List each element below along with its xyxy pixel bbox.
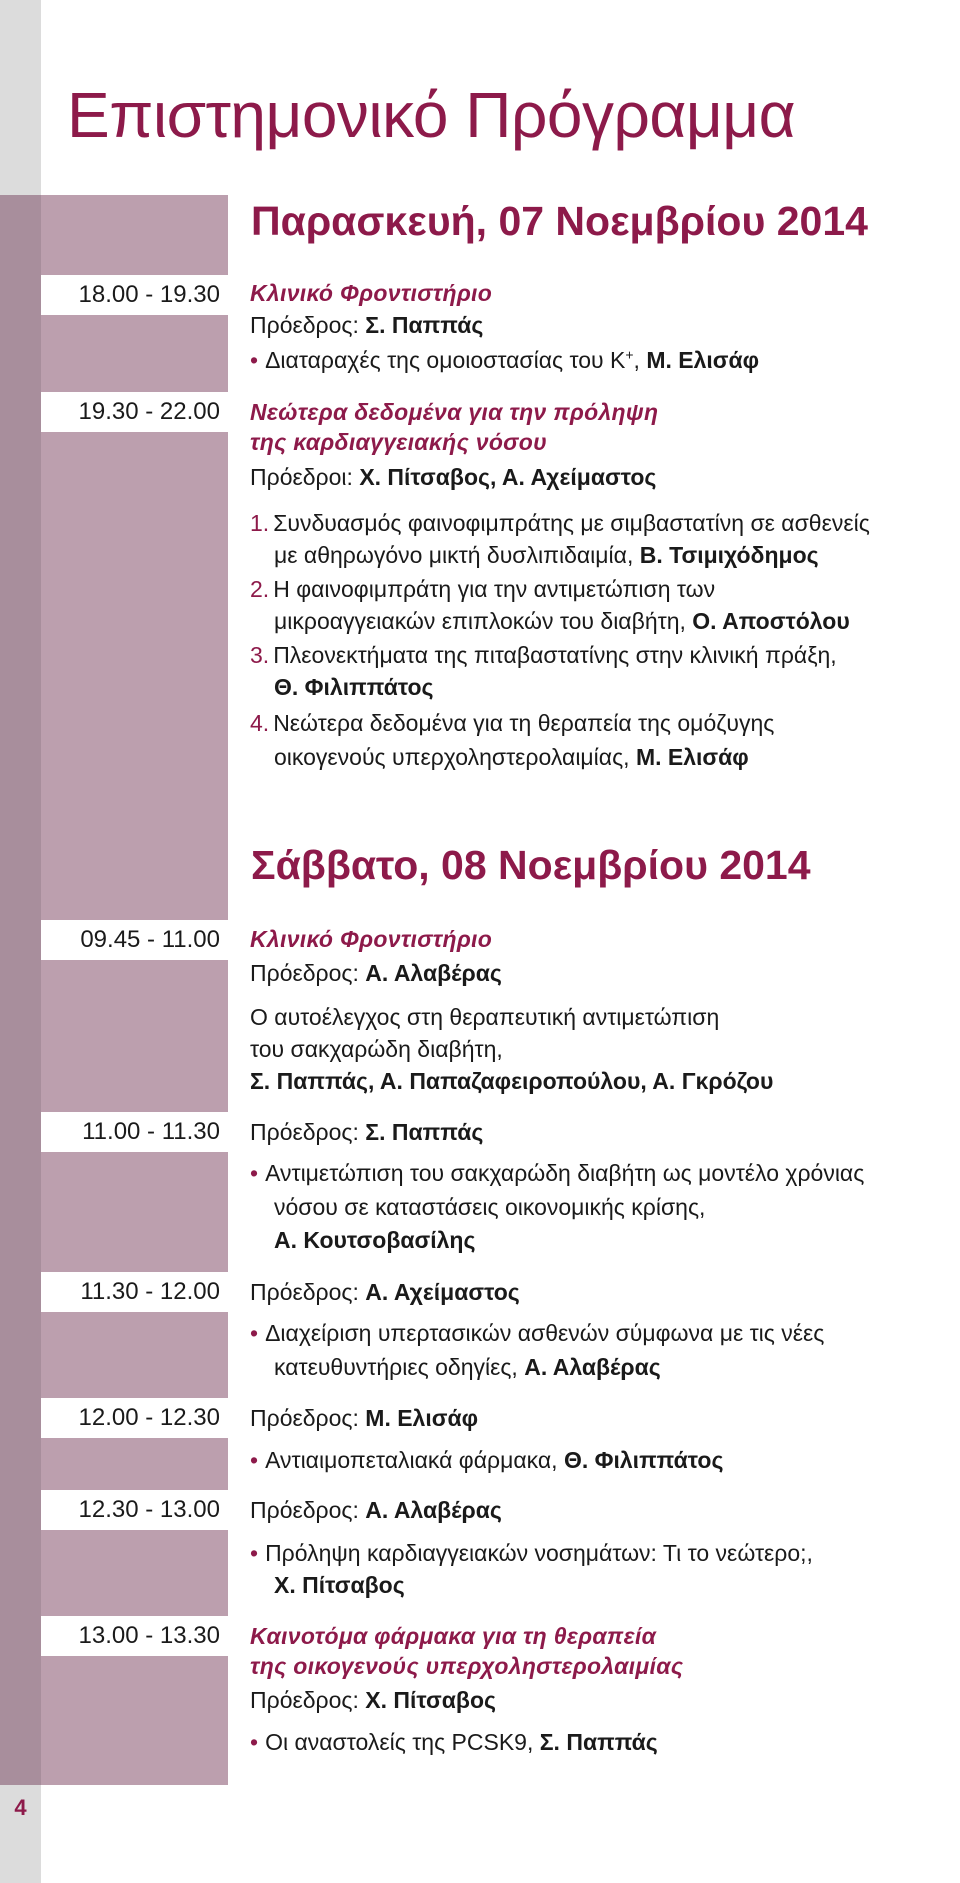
chair-line xyxy=(250,1277,520,1307)
bullet-icon: • xyxy=(250,1447,259,1473)
talk-item-cont xyxy=(274,606,850,636)
session-title: Νεώτερα δεδομένα για την πρόληψη xyxy=(250,399,659,425)
page-title: Επιστημονικό Πρόγραμμα xyxy=(67,79,796,151)
chair-label: Πρόεδρος: xyxy=(250,1279,366,1305)
chair-line xyxy=(250,310,483,340)
item-number: 1. xyxy=(250,510,270,536)
talk-speaker: Α. Κουτσοβασίλης xyxy=(274,1227,476,1253)
chair-line xyxy=(250,1117,483,1147)
talk-speaker: Σ. Παππάς, Α. Παπαζαφειροπούλου, Α. Γκρόζου xyxy=(250,1068,774,1094)
talk-item xyxy=(250,345,759,375)
item-number: 4. xyxy=(250,710,270,736)
talk-item xyxy=(250,508,870,538)
chair-label: Πρόεδρος: xyxy=(250,312,366,338)
chair-line xyxy=(250,462,656,492)
chair-line xyxy=(250,1685,496,1715)
talk-item xyxy=(250,1727,658,1757)
talk-speaker: Σ. Παππάς xyxy=(539,1729,658,1755)
talk-speaker: Θ. Φιλιππάτος xyxy=(274,674,434,700)
talk-speaker: Μ. Ελισάφ xyxy=(646,347,760,373)
talk-title: Οι αναστολείς της PCSK9, xyxy=(265,1729,540,1755)
talk-item-cont xyxy=(274,1352,661,1382)
talk-speaker: Θ. Φιλιππάτος xyxy=(563,1447,724,1473)
talk-title: Πρόληψη καρδιαγγειακών νοσημάτων: Τι το νεώτερο;, xyxy=(265,1540,813,1566)
talk-item xyxy=(250,1538,813,1568)
page-number: 4 xyxy=(14,1795,27,1820)
talk-title: Διαταραχές της ομοιοστασίας του Κ xyxy=(265,347,626,373)
talk-item xyxy=(250,1445,723,1475)
talk-title: Αντιμετώπιση του σακχαρώδη διαβήτη ως μοντέλο χρόνιας xyxy=(265,1160,865,1186)
chair-name: Μ. Ελισάφ xyxy=(365,1405,479,1431)
separator: , xyxy=(633,347,647,373)
talk-title: με αθηρωγόνο μικτή δυσλιπιδαιμία, xyxy=(274,542,640,568)
bullet-icon: • xyxy=(250,1320,259,1346)
talk-item-cont xyxy=(274,540,819,570)
session-title: Κλινικό Φροντιστήριο xyxy=(250,280,493,306)
bullet-icon: • xyxy=(250,1540,259,1566)
chair-label: Πρόεδρος: xyxy=(250,1119,366,1145)
time-slot: 18.00 - 19.30 xyxy=(41,275,228,315)
chair-label: Πρόεδρος: xyxy=(250,1687,366,1713)
chair-line xyxy=(250,958,502,988)
session-title: Κλινικό Φροντιστήριο xyxy=(250,926,493,952)
bullet-icon: • xyxy=(250,1160,259,1186)
talk-speaker: Ο. Αποστόλου xyxy=(692,608,850,634)
time-slot: 12.00 - 12.30 xyxy=(41,1398,228,1438)
left-color-band xyxy=(0,195,41,1785)
session-title: της καρδιαγγειακής νόσου xyxy=(250,429,547,455)
heading-block-day1 xyxy=(41,195,228,280)
chair-name: Χ. Πίτσαβος, Α. Αχείμαστος xyxy=(359,464,657,490)
time-slot: 12.30 - 13.00 xyxy=(41,1490,228,1530)
chair-label: Πρόεδρος: xyxy=(250,960,366,986)
talk-title: Νεώτερα δεδομένα για τη θεραπεία της ομόζυγης xyxy=(273,710,775,736)
talk-item xyxy=(250,640,837,670)
item-number: 2. xyxy=(250,576,270,602)
talk-title: μικροαγγειακών επιπλοκών του διαβήτη, xyxy=(274,608,693,634)
talk-speaker: Β. Τσιμιχόδημος xyxy=(639,542,819,568)
chair-name: Α. Αχείμαστος xyxy=(365,1279,520,1305)
talk-item xyxy=(250,574,715,604)
chair-label: Πρόεδρος: xyxy=(250,1497,366,1523)
talk-item-cont xyxy=(274,672,433,702)
day2-heading: Σάββατο, 08 Νοεμβρίου 2014 xyxy=(251,842,811,888)
chair-name: Α. Αλαβέρας xyxy=(365,960,502,986)
talk-item-cont xyxy=(274,742,749,772)
talk-title: του σακχαρώδη διαβήτη, xyxy=(250,1036,503,1062)
talk-title: Ο αυτοέλεγχος στη θεραπευτική αντιμετώπιση xyxy=(250,1004,720,1030)
time-slot: 13.00 - 13.30 xyxy=(41,1616,228,1656)
day1-heading: Παρασκευή, 07 Νοεμβρίου 2014 xyxy=(251,198,868,244)
chair-name: Α. Αλαβέρας xyxy=(365,1497,502,1523)
talk-title: Αντιαιμοπεταλιακά φάρμακα, xyxy=(265,1447,564,1473)
bullet-icon: • xyxy=(250,347,259,373)
time-slot: 11.00 - 11.30 xyxy=(41,1112,228,1152)
time-column-block xyxy=(41,280,228,1785)
chair-line xyxy=(250,1403,478,1433)
time-slot: 11.30 - 12.00 xyxy=(41,1272,228,1312)
chair-name: Σ. Παππάς xyxy=(365,312,484,338)
session-title: της οικογενούς υπερχοληστερολαιμίας xyxy=(250,1653,684,1679)
session-title: Καινοτόμα φάρμακα για τη θεραπεία xyxy=(250,1623,657,1649)
talk-title: οικογενούς υπερχοληστερολαιμίας, xyxy=(274,744,636,770)
talk-speaker: Μ. Ελισάφ xyxy=(635,744,749,770)
talk-item xyxy=(250,708,774,738)
talk-title: Διαχείριση υπερτασικών ασθενών σύμφωνα με τις νέες xyxy=(265,1320,825,1346)
chair-name: Σ. Παππάς xyxy=(365,1119,484,1145)
time-slot: 19.30 - 22.00 xyxy=(41,392,228,432)
talk-title: Πλεονεκτήματα της πιταβαστατίνης στην κλινική πράξη, xyxy=(273,642,837,668)
time-slot: 09.45 - 11.00 xyxy=(41,920,228,960)
chair-line xyxy=(250,1495,502,1525)
talk-title: Η φαινοφιμπράτη για την αντιμετώπιση των xyxy=(273,576,716,602)
talk-title: νόσου σε καταστάσεις οικονομικής κρίσης, xyxy=(274,1194,706,1220)
chair-name: Χ. Πίτσαβος xyxy=(365,1687,496,1713)
superscript: + xyxy=(625,346,634,363)
chair-label: Πρόεδρος: xyxy=(250,1405,366,1431)
talk-speaker: Α. Αλαβέρας xyxy=(524,1354,661,1380)
talk-item xyxy=(250,1158,864,1188)
talk-title: Συνδυασμός φαινοφιμπράτης με σιμβαστατίνη σε ασθενείς xyxy=(273,510,870,536)
talk-title: κατευθυντήριες οδηγίες, xyxy=(274,1354,525,1380)
item-number: 3. xyxy=(250,642,270,668)
talk-speaker: Χ. Πίτσαβος xyxy=(274,1572,405,1598)
bullet-icon: • xyxy=(250,1729,259,1755)
chair-label: Πρόεδροι: xyxy=(250,464,360,490)
talk-item xyxy=(250,1318,824,1348)
